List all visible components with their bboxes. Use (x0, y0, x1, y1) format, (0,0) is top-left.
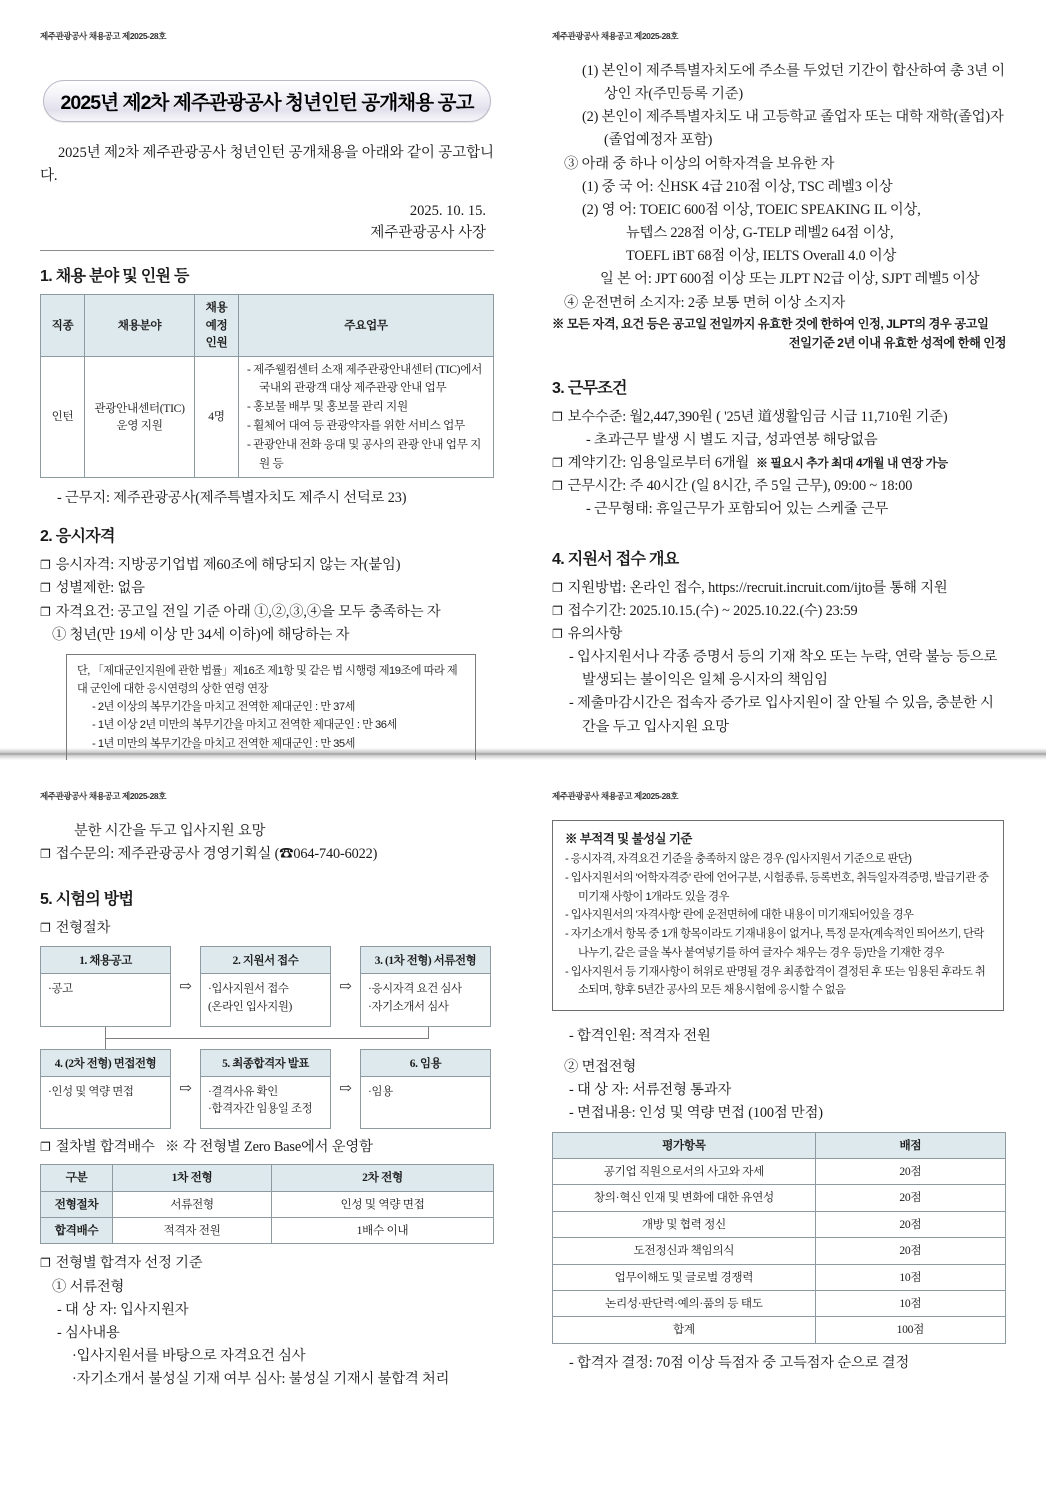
warning-box-title: ※ 부적격 및 불성실 기준 (565, 832, 692, 846)
flow-step-1 (40, 946, 171, 1026)
page-2-columns (40, 790, 1006, 1391)
flow-step-title: 2. 지원서 접수 (201, 947, 330, 974)
table-row (553, 1238, 1006, 1264)
residency-condition-1: (1) 본인이 제주특별자치도에 주소를 두었던 기간이 합산하여 총 3년 이상인 자(주민등록 기준) (582, 63, 1005, 103)
cell-evaluation-item: 공기업 직원으로서의 사고와 자세 (553, 1159, 816, 1185)
caution-item-2: - 제출마감시간은 접속자 증가로 입사지원이 잘 안될 수 있음, 충분한 시간을 두고 입사지원 요망 (569, 695, 994, 735)
flow-arrow-icon: ⇨ (179, 1081, 192, 1098)
bullet-icon (552, 455, 568, 471)
table-header-row (553, 1132, 1006, 1158)
eligibility-item: ❐ 성별제한: 없음 (40, 577, 494, 600)
bullet-icon (552, 626, 568, 642)
running-header: 제주관광공사 채용공고 제2025-28호 (552, 791, 679, 801)
eligibility-condition-1: ① 청년(만 19세 이상 만 34세 이하)에 해당하는 자 (52, 626, 350, 643)
contact-info: ❐ 접수문의: 제주관광공사 경영기획실 (☎064-740-6022) (40, 843, 494, 866)
application-period: ❐ 접수기간: 2025.10.15.(수) ~ 2025.10.22.(수) 23:59 (552, 600, 1006, 623)
table-header-row (41, 295, 494, 356)
running-header: 제주관광공사 채용공고 제2025-28호 (552, 31, 679, 41)
section-2-heading: 2. 응시자격 (40, 528, 115, 546)
flow-step-title: 1. 채용공고 (41, 947, 170, 974)
notebox-main: 단, 「제대군인지원에 관한 법률」제16조 제1항 및 같은 법 시행령 제19조에 따라 제대 군인에 대한 응시연령의 상한 연령 연장 (77, 664, 458, 696)
warning-item: - 입사지원서 등 기재사항이 허위로 판명될 경우 최종합격이 결정된 후 또는 임용된 후라도 취소되며, 향후 5년간 공사의 모든 채용시험에 응시할 수 없음 (565, 965, 986, 997)
cell-points: 10점 (815, 1290, 1005, 1316)
cell-duties (239, 356, 494, 478)
running-header: 제주관광공사 채용공고 제2025-28호 (40, 31, 167, 41)
flow-step-body: ·응시자격 요건 심사 ·자기소개서 심사 (368, 983, 462, 1014)
cell-stage-1: 서류전형 (113, 1191, 272, 1217)
flow-step-3 (360, 946, 491, 1026)
flow-step-body: ·임용 (368, 1085, 393, 1098)
page-1-right-column (552, 30, 1006, 792)
bullet-icon (40, 920, 56, 936)
bullet-icon (552, 478, 568, 494)
interview-content: - 면접내용: 인성 및 역량 면접 (100점 만점) (569, 1105, 823, 1122)
table-header-row (41, 1165, 494, 1191)
table-row-total (553, 1317, 1006, 1343)
multiplier-label: ❐ 절차별 합격배수 ※ 각 전형별 Zero Base에서 운영함 (40, 1136, 494, 1159)
flow-step-body: ·인성 및 역량 면접 (48, 1085, 134, 1098)
col-field: 채용분야 (85, 295, 195, 356)
cell-evaluation-item: 창의·혁신 인재 및 변화에 대한 유연성 (553, 1185, 816, 1211)
cell-field-l1: 관광안내센터(TIC) (94, 401, 185, 415)
cell-evaluation-item: 논리성·판단력·예의·품의 등 태도 (553, 1290, 816, 1316)
doc-screen-criterion-1: ·입사지원서를 바탕으로 자격요건 심사 (72, 1348, 306, 1365)
cell-field-l2: 운영 지원 (116, 418, 163, 432)
announcement-signer: 제주관광공사 사장 (370, 224, 486, 241)
connector-drop (105, 1039, 106, 1049)
flow-step-title: 4. (2차 전형) 면접전형 (41, 1050, 170, 1077)
cell-field (85, 356, 195, 478)
cell-stage-2: 1배수 이내 (272, 1218, 494, 1244)
cell-points: 20점 (815, 1159, 1005, 1185)
lead-paragraph: 2025년 제2차 제주관광공사 청년인턴 공개채용을 아래와 같이 공고합니다. (40, 145, 494, 185)
flow-arrow-icon: ⇨ (339, 1081, 352, 1098)
language-chinese: (1) 중 국 어: 신HSK 4급 210점 이상, TSC 레벨3 이상 (582, 178, 893, 195)
page-title: 2025년 제2차 제주관광공사 청년인턴 공개채용 공고 (60, 92, 474, 114)
date-signature-block (40, 201, 494, 245)
cell-row-label: 전형절차 (41, 1191, 113, 1217)
pay-sub-note: - 초과근무 발생 시 별도 지급, 성과연봉 해당없음 (586, 431, 878, 448)
flow-step-4 (40, 1049, 171, 1129)
page-2 (0, 760, 1046, 1505)
disqualification-warning-box (552, 820, 1004, 1011)
flow-step-body: ·공고 (48, 983, 73, 996)
page-1 (0, 0, 1046, 748)
notebox-sub: - 1년 미만의 복무기간을 마치고 전역한 제대군인 : 만 35세 (92, 737, 355, 750)
interview-target: - 대 상 자: 서류전형 통과자 (569, 1082, 732, 1099)
flow-step-6 (360, 1049, 491, 1129)
caution-item-1: - 입사지원서나 각종 증명서 등의 기재 착오 또는 누락, 연락 불능 등으로 발생되는 불이익은 일체 응시자의 책임임 (569, 649, 998, 689)
page-2-right-column (552, 790, 1006, 1391)
flow-step-title: 3. (1차 전형) 서류전형 (361, 947, 490, 974)
table-row (553, 1159, 1006, 1185)
workplace-note: - 근무지: 제주관광공사(제주특별자치도 제주시 선덕로 23) (57, 490, 407, 507)
cell-points: 10점 (815, 1264, 1005, 1290)
flowchart-row-1 (40, 946, 494, 1026)
work-hours: ❐ 근무시간: 주 40시간 (일 8시간, 주 5일 근무), 09:00 ~ 18:00 (552, 475, 1006, 498)
eligibility-validity-note-l2: 전일기준 2년 이내 유효한 성적에 한해 인정 (788, 335, 1006, 350)
caution-item-2-continued: 분한 시간을 두고 입사지원 요망 (74, 823, 266, 839)
warning-item: - 응시자격, 자격요건 기준을 충족하지 않은 경우 (입사지원서 기준으로 판단) (565, 853, 912, 865)
cell-total-points: 100점 (815, 1317, 1005, 1343)
section-4-heading: 4. 지원서 접수 개요 (552, 550, 679, 568)
col-division: 구분 (41, 1165, 113, 1191)
bullet-icon (552, 409, 568, 425)
flow-step-5 (200, 1049, 331, 1129)
cell-job-type: 인턴 (41, 356, 85, 478)
col-stage-2: 2차 전형 (272, 1165, 494, 1191)
running-header: 제주관광공사 채용공고 제2025-28호 (40, 791, 167, 801)
doc-screen-target: - 대 상 자: 입사지원자 (57, 1301, 189, 1318)
section-1-heading: 1. 채용 분야 및 인원 등 (40, 268, 189, 286)
table-row (41, 1218, 494, 1244)
cell-evaluation-item: 개방 및 협력 정신 (553, 1211, 816, 1237)
duty-item: - 홍보물 배부 및 홍보물 관리 지원 (247, 400, 408, 414)
connector-line (105, 1027, 429, 1039)
interview-scoring-table (552, 1132, 1006, 1344)
warning-item: - 자기소개서 항목 중 1개 항목이라도 기재내용이 없거나, 특정 문자(계속적인 띄어쓰기, 단락 나누기, 같은 글을 복사 붙여넣기를 하여 글자수 채우는 경우 등)만을 기재한 경우 (565, 928, 984, 959)
col-duties: 주요업무 (239, 295, 494, 356)
bullet-icon (40, 604, 56, 620)
announcement-date: 2025. 10. 15. (409, 202, 486, 219)
col-points: 배점 (815, 1132, 1005, 1158)
doc-screen-pass-count: - 합격인원: 적격자 전원 (569, 1028, 711, 1044)
col-headcount (195, 295, 239, 356)
language-english-cont1: 뉴텝스 228점 이상, G-TELP 레벨2 64점 이상, (626, 225, 894, 242)
col-headcount-l2: 예정 (205, 318, 228, 332)
criteria-label: ❐ 전형별 합격자 선정 기준 (40, 1252, 494, 1275)
bullet-icon (552, 580, 568, 596)
eligibility-condition-3: ③ 아래 중 하나 이상의 어학자격을 보유한 자 (564, 155, 835, 172)
col-evaluation-item: 평가항목 (553, 1132, 816, 1158)
table-row (553, 1264, 1006, 1290)
flow-arrow-icon: ⇨ (179, 979, 192, 996)
section-3-heading: 3. 근무조건 (552, 379, 627, 397)
contract-extension-note: ※ 필요시 추가 최대 4개월 내 연장 가능 (756, 456, 948, 471)
multiplier-table (40, 1164, 494, 1244)
bullet-icon (552, 603, 568, 619)
interview-heading: ② 면접전형 (564, 1059, 637, 1076)
eligibility-condition-4: ④ 운전면허 소지자: 2종 보통 면허 이상 소지자 (564, 294, 846, 311)
veteran-age-notebox (66, 654, 476, 762)
pay-level: ❐ 보수수준: 월2,447,390원 ( '25년 道생활임금 시급 11,710원 기준) (552, 406, 1006, 429)
table-row (553, 1185, 1006, 1211)
cell-total-label: 합계 (553, 1317, 816, 1343)
warning-item: - 입사지원서의 '자격사항' 란에 운전면허에 대한 내용이 미기재되어있을 경우 (565, 909, 914, 922)
selection-flowchart (40, 946, 494, 1129)
duty-item: - 휠체어 대여 등 관광약자를 위한 서비스 업무 (247, 418, 465, 432)
interview-decision: - 합격자 결정: 70점 이상 득점자 중 고득점자 순으로 결정 (569, 1354, 910, 1371)
warning-item: - 입사지원서의 '어학자격증' 란에 언어구분, 시험종류, 등록번호, 취득일자격증명, 발급기관 중 미기재 사항이 1개라도 있을 경우 (565, 871, 989, 903)
table-row (41, 356, 494, 478)
notebox-sub: - 1년 이상 2년 미만의 복무기간을 마치고 전역한 제대군인 : 만 36세 (92, 719, 397, 732)
table-row (553, 1211, 1006, 1237)
cell-stage-1: 적격자 전원 (113, 1218, 272, 1244)
cell-evaluation-item: 도전정신과 책임의식 (553, 1238, 816, 1264)
work-type-note: - 근무형태: 휴일근무가 포함되어 있는 스케줄 근무 (586, 501, 889, 518)
eligibility-validity-note-l1: ※ 모든 자격, 요건 등은 공고일 전일까지 유효한 것에 한하여 인정, JLPT의 경우 공고일 (552, 316, 989, 331)
col-headcount-l3: 인원 (205, 336, 228, 350)
cell-points: 20점 (815, 1185, 1005, 1211)
process-label: ❐ 전형절차 (40, 917, 494, 940)
document-title-banner (43, 80, 491, 122)
flow-step-body: ·결격사유 확인 ·합격자간 임용일 조정 (208, 1085, 313, 1116)
page-2-left-column (40, 790, 494, 1391)
eligibility-item: ❐ 응시자격: 지방공기업법 제60조에 해당되지 않는 자(붙임) (40, 554, 494, 577)
doc-screen-heading: ① 서류전형 (52, 1278, 125, 1295)
table-row (41, 1191, 494, 1217)
doc-screen-content-label: - 심사내용 (57, 1324, 120, 1341)
residency-condition-2: (2) 본인이 제주특별자치도 내 고등학교 졸업자 또는 대학 재학(졸업)자 (졸업예정자 포함) (582, 109, 1004, 149)
flowchart-row-2 (40, 1049, 494, 1129)
flow-step-body: ·입사지원서 접수 (온라인 입사지원) (208, 983, 292, 1014)
bullet-icon (40, 1139, 56, 1155)
cell-evaluation-item: 업무이해도 및 글로벌 경쟁력 (553, 1264, 816, 1290)
flow-step-2 (200, 946, 331, 1026)
flow-step-title: 5. 최종합격자 발표 (201, 1050, 330, 1077)
duty-item: - 관광안내 전화 응대 및 공사의 관광 안내 업무 지원 등 (247, 437, 482, 470)
application-method: ❐ 지원방법: 온라인 접수, https://recruit.incruit.com/ijto를 통해 지원 (552, 577, 1006, 600)
bullet-icon (40, 846, 56, 862)
bullet-icon (40, 580, 56, 596)
page-1-left-column (40, 30, 494, 792)
language-english: (2) 영 어: TOEIC 600점 이상, TOEIC SPEAKING IL 이상, (582, 201, 921, 218)
col-headcount-l1: 채용 (205, 301, 228, 315)
language-english-cont2: TOEFL iBT 68점 이상, IELTS Overall 4.0 이상 (626, 248, 897, 265)
recruitment-table-wrap (40, 294, 494, 478)
table-row (553, 1290, 1006, 1316)
header-divider (40, 250, 494, 251)
cell-stage-2: 인성 및 역량 면접 (272, 1191, 494, 1217)
section-5-heading: 5. 시험의 방법 (40, 891, 134, 909)
page-1-columns (40, 30, 1006, 792)
bullet-icon (40, 1255, 56, 1271)
cell-headcount: 4명 (195, 356, 239, 478)
cell-points: 20점 (815, 1238, 1005, 1264)
col-job-type: 직종 (41, 295, 85, 356)
doc-screen-criterion-2: ·자기소개서 불성실 기재 여부 심사: 불성실 기재시 불합격 처리 (72, 1371, 450, 1388)
language-japanese: 일 본 어: JPT 600점 이상 또는 JLPT N2급 이상, SJPT 레벨5 이상 (600, 271, 980, 288)
flowchart-connector (40, 1027, 494, 1049)
cell-points: 20점 (815, 1211, 1005, 1237)
eligibility-item: ❐ 자격요건: 공고일 전일 기준 아래 ①,②,③,④을 모두 충족하는 자 (40, 601, 494, 624)
recruitment-table (40, 294, 494, 478)
notebox-sub: - 2년 이상의 복무기간을 마치고 전역한 제대군인 : 만 37세 (92, 701, 355, 714)
contract-period: ❐ 계약기간: 임용일로부터 6개월 ※ 필요시 추가 최대 4개월 내 연장 가능 (552, 452, 1006, 475)
duty-item: - 제주웰컴센터 소재 제주관광안내센터 (TIC)에서 국내외 관광객 대상 제주관광 안내 업무 (247, 362, 483, 395)
flow-arrow-icon: ⇨ (339, 979, 352, 996)
col-stage-1: 1차 전형 (113, 1165, 272, 1191)
multiplier-note: ※ 각 전형별 Zero Base에서 운영함 (164, 1139, 373, 1156)
cell-row-label: 합격배수 (41, 1218, 113, 1244)
bullet-icon (40, 557, 56, 573)
caution-label: ❐ 유의사항 (552, 623, 1006, 646)
flow-step-title: 6. 임용 (361, 1050, 490, 1077)
